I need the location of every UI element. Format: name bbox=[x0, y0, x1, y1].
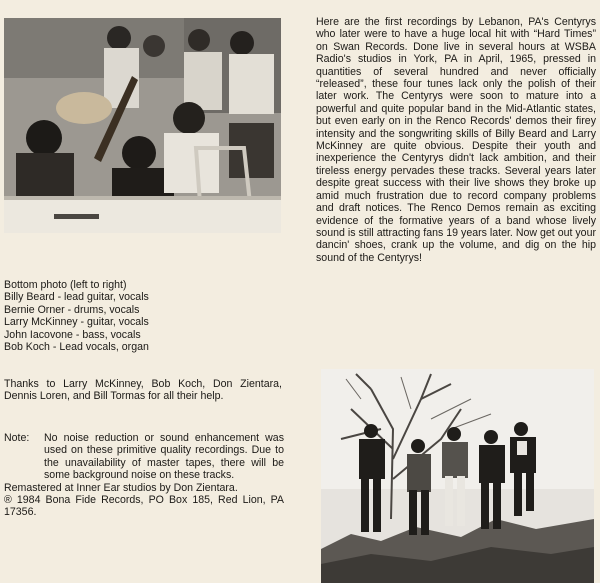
credit-member: Bernie Orner - drums, vocals bbox=[4, 303, 140, 316]
credits-heading: Bottom photo (left to right) bbox=[4, 279, 127, 291]
copyright-line: ® 1984 Bona Fide Records, PO Box 185, Red Lion, PA 17356. bbox=[4, 494, 284, 519]
note-text: No noise reduction or sound enhancement was used on these primitive quality recordings. Due to the unavailability of master tapes, there will be some background noise on these tracks. bbox=[44, 432, 284, 482]
photo-credits bbox=[4, 279, 284, 353]
liner-notes-body bbox=[316, 16, 596, 264]
credit-member: Bob Koch - Lead vocals, organ bbox=[4, 341, 149, 354]
credit-member: Larry McKinney - guitar, vocals bbox=[4, 316, 149, 329]
note-section bbox=[4, 432, 284, 519]
thanks-section bbox=[4, 378, 282, 403]
credit-member: John Iacovone - bass, vocals bbox=[4, 328, 141, 341]
note-label: Note: bbox=[4, 432, 30, 444]
remastered-credit: Remastered at Inner Ear studios by Don Zientara. bbox=[4, 481, 238, 494]
liner-notes-paragraph: Here are the first recordings by Lebanon, PA's Centyrys who later were to have a huge local hit with “Hard Times” on Swan Records. Done live in several hours at WSBA Radio's studios in York, PA in April, 1965, pressed in quantities of several hundred and never officially “released”, these four tunes lack only the polish of their later work. The Centyrys were soon to mature into a powerful and quite popular band in the Mid-Atlantic states, but even early on in the Renco Records' demos their firey intensity and the songwriting skills of Billy Beard and Larry McKinney are quite obvious. Despite their youth and inexperience the Centyrys didn't lack ambition, and their tireless energy pervades these tracks. Several years later despite great success with their live shows they broke up amid much frustration due to record company problems and draft notices. The Renco Demos remain as exciting evidence of the formative years of a band whose lively sound is still attracting fans 19 years later. Now get out your dancin' shoes, crank up the volume, and dig on the hip sound of the Centyrys! bbox=[316, 16, 596, 264]
photo-band-standing bbox=[321, 369, 594, 583]
photo-band-in-car bbox=[4, 18, 281, 233]
credit-member: Billy Beard - lead guitar, vocals bbox=[4, 291, 149, 304]
thanks-text: Thanks to Larry McKinney, Bob Koch, Don Zientara, Dennis Loren, and Bill Tormas for all their help. bbox=[4, 378, 282, 403]
